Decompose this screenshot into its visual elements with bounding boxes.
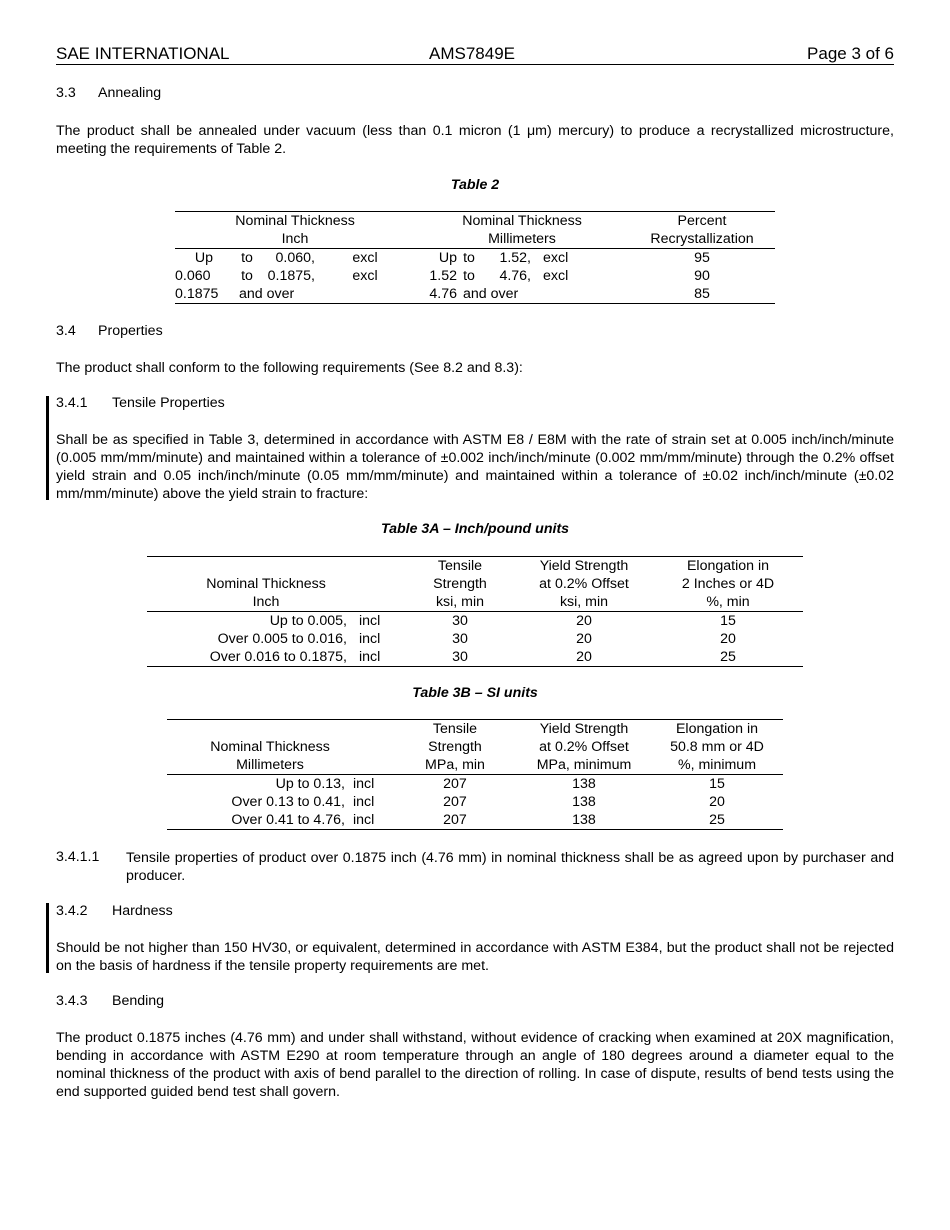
section-3-4-1-1-body: Tensile properties of product over 0.1875 inch (4.76 mm) in nominal thickness shall be as agreed upon by purchaser and producer. xyxy=(126,850,894,884)
change-bar xyxy=(46,903,49,973)
header-page-number: Page 3 of 6 xyxy=(807,44,894,63)
section-3-4-2-heading: 3.4.2 Hardness xyxy=(56,903,173,919)
table-row: 0.060 to 0.1875, excl 1.52 to 4.76, excl 90 xyxy=(175,268,710,284)
header-org: SAE INTERNATIONAL xyxy=(56,44,230,63)
table-row: Over 0.13 to 0.41, incl 207 138 20 xyxy=(231,794,725,810)
section-3-4-body: The product shall conform to the following requirements (See 8.2 and 8.3): xyxy=(56,360,523,376)
section-3-4-1-heading: 3.4.1 Tensile Properties xyxy=(56,395,225,411)
table-2: Nominal Thickness Nominal Thickness Percent Inch Millimeters Recrystallization Up to 0.060, excl Up to 1.52, excl 95 0.060 to 0.1875, excl 1.52 to 4.76, excl 90 0.1875 and over 4.76 and over 85 xyxy=(175,211,775,304)
table-3a: Tensile Yield Strength Elongation in Nominal Thickness Strength at 0.2% Offset 2 Inches or 4D Inch ksi, min ksi, min %, min Up to 0.005, incl 30 20 15 Over 0.005 to 0.016, incl 30 20 20 Over 0.016 to 0.1875, incl 30 20 25 xyxy=(147,556,803,667)
section-3-4-3-heading: 3.4.3 Bending xyxy=(56,993,165,1009)
table-2-caption: Table 2 xyxy=(450,177,500,193)
table-row: Up to 0.060, excl Up to 1.52, excl 95 xyxy=(194,250,710,266)
table-row: 0.1875 and over 4.76 and over 85 xyxy=(175,285,775,304)
section-3-3-heading: 3.3 Annealing xyxy=(56,85,162,101)
table-row: Over 0.005 to 0.016, incl 30 20 20 xyxy=(217,631,736,647)
section-3-3-body: The product shall be annealed under vacuum (less than 0.1 micron (1 μm) mercury) to produce a recrystallized microstructure, meeting the requirements of Table 2. xyxy=(56,123,894,157)
table-row: Over 0.016 to 0.1875, incl 30 20 25 xyxy=(147,648,803,667)
table-row: Up to 0.005, incl 30 20 15 xyxy=(269,613,736,629)
section-3-4-1-body: Shall be as specified in Table 3, determined in accordance with ASTM E8 / E8M with the rate of strain set at 0.005 inch/inch/minute (0.005 mm/mm/minute) and maintained within a tolerance of ±0.002 inch/inch/minute (0.002 mm/mm/minute) through the 0.2% offset yield strain and 0.05 inch/inch/minute (0.05 mm/mm/minute) and maintained within a tolerance of ±0.02 inch/inch/minute (±0.02 mm/mm/minute) above the yield strain to fracture: xyxy=(56,432,894,502)
section-3-4-1-1-number: 3.4.1.1 xyxy=(56,849,100,865)
table-row: Up to 0.13, incl 207 138 15 xyxy=(275,776,725,792)
section-3-4-2-body: Should be not higher than 150 HV30, or equivalent, determined in accordance with ASTM E384, but the product shall not be rejected on the basis of hardness if the tensile property requirements are met. xyxy=(56,940,894,974)
table-row: Over 0.41 to 4.76, incl 207 138 25 xyxy=(167,811,783,830)
section-3-4-3-body: The product 0.1875 inches (4.76 mm) and under shall withstand, without evidence of cracking when examined at 20X magnification, bending in accordance with ASTM E290 at room temperature through an angle of 180 degrees around a diameter equal to the nominal thickness of the product with axis of bend parallel to the direction of rolling. In case of dispute, results of bend tests using the end supported guided bend test shall govern. xyxy=(56,1030,894,1100)
change-bar xyxy=(46,396,49,500)
table-3b-caption: Table 3B – SI units xyxy=(412,685,538,701)
table-3b: Tensile Yield Strength Elongation in Nominal Thickness Strength at 0.2% Offset 50.8 mm or 4D Millimeters MPa, min MPa, minimum %, minimum Up to 0.13, incl 207 138 15 Over 0.13 to 0.41, incl 207 138 20 Over 0.41 to 4.76, incl 207 138 25 xyxy=(167,719,783,830)
table-3a-caption: Table 3A – Inch/pound units xyxy=(380,521,570,537)
page-header xyxy=(56,44,894,65)
section-3-4-heading: 3.4 Properties xyxy=(56,323,163,339)
header-doc-id: AMS7849E xyxy=(429,44,515,63)
